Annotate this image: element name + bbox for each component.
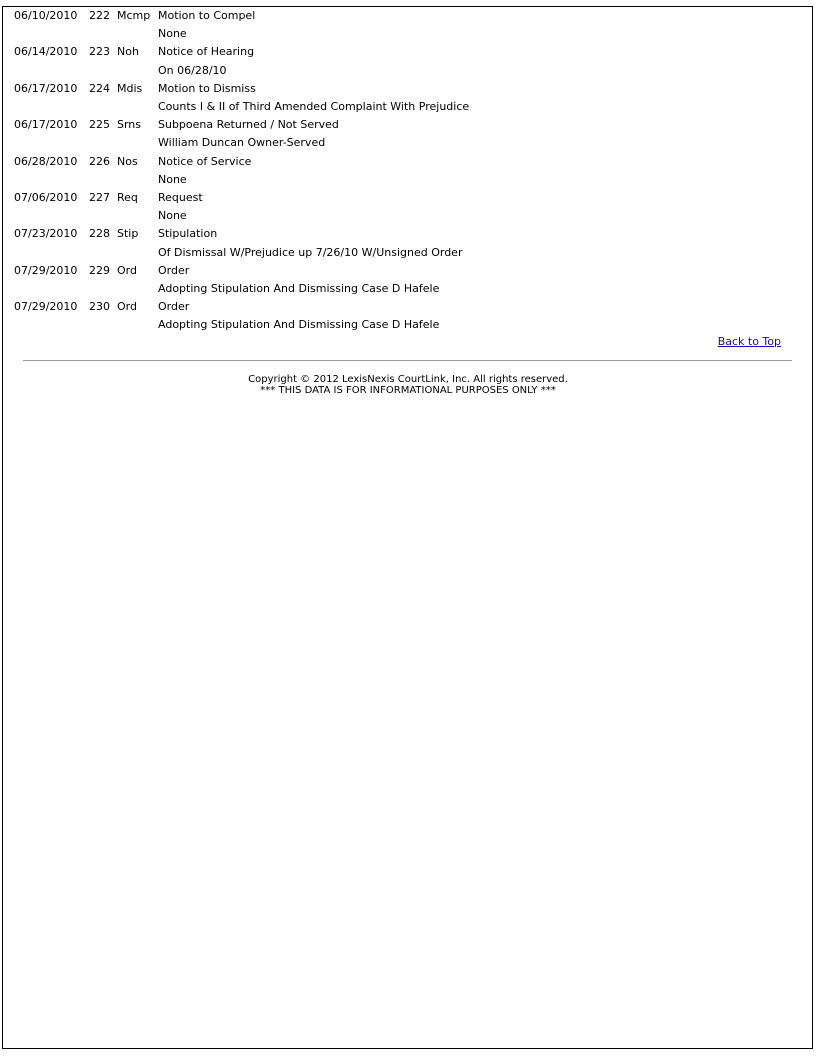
entry-number: 230	[89, 300, 110, 314]
entry-code: Srns	[117, 118, 142, 132]
entry-code: Ord	[117, 300, 137, 314]
entry-code: Ord	[117, 263, 137, 277]
entry-detail: Adopting Stipulation And Dismissing Case D Hafele	[158, 282, 440, 296]
entry-date: 07/06/2010	[14, 191, 78, 205]
entry-description: Order	[158, 263, 190, 277]
docket-entry-row	[14, 189, 469, 207]
entry-description: Notice of Hearing	[158, 45, 255, 59]
entry-number: 226	[89, 154, 110, 168]
entry-description: Stipulation	[158, 227, 218, 241]
entry-detail: None	[158, 172, 187, 186]
entry-detail: None	[158, 209, 187, 223]
docket-entry-detail-row	[14, 171, 469, 189]
entry-date: 06/17/2010	[14, 81, 78, 95]
disclaimer-text: *** THIS DATA IS FOR INFORMATIONAL PURPOSES ONLY ***	[260, 385, 556, 396]
entry-date: 07/29/2010	[14, 263, 78, 277]
entry-number: 223	[89, 45, 110, 59]
entry-number: 229	[89, 263, 110, 277]
entry-description: Order	[158, 300, 190, 314]
entry-code: Mdis	[117, 81, 143, 95]
entry-description: Request	[158, 191, 203, 205]
docket-entry-row	[14, 7, 469, 25]
back-to-top-link[interactable]: Back to Top	[717, 335, 781, 348]
entry-number: 225	[89, 118, 110, 132]
entry-detail: On 06/28/10	[158, 63, 227, 77]
docket-entry-detail-row	[14, 244, 469, 262]
entry-detail: William Duncan Owner-Served	[158, 136, 326, 150]
entry-date: 07/23/2010	[14, 227, 78, 241]
entry-number: 224	[89, 81, 110, 95]
entry-number: 222	[89, 9, 110, 22]
entry-code: Mcmp	[117, 9, 151, 22]
entry-detail: Adopting Stipulation And Dismissing Case D Hafele	[158, 318, 440, 332]
entry-number: 227	[89, 191, 110, 205]
entry-description: Motion to Compel	[158, 9, 256, 22]
footer	[0, 374, 816, 396]
entry-number: 228	[89, 227, 110, 241]
docket-entry-detail-row	[14, 134, 469, 152]
entry-code: Req	[117, 191, 138, 205]
docket-entry-detail-row	[14, 316, 469, 334]
docket-entry-detail-row	[14, 62, 469, 80]
docket-entry-row	[14, 80, 469, 98]
entry-code: Noh	[117, 45, 139, 59]
entry-detail: Counts I & II of Third Amended Complaint With Prejudice	[158, 100, 470, 114]
entry-code: Nos	[117, 154, 138, 168]
docket-entry-row	[14, 262, 469, 280]
entry-detail: Of Dismissal W/Prejudice up 7/26/10 W/Unsigned Order	[158, 245, 463, 259]
entry-date: 06/28/2010	[14, 154, 78, 168]
docket-entry-detail-row	[14, 98, 469, 116]
entry-date: 06/14/2010	[14, 45, 78, 59]
entry-description: Motion to Dismiss	[158, 81, 256, 95]
footer-divider	[23, 360, 792, 361]
entry-description: Subpoena Returned / Not Served	[158, 118, 339, 132]
docket-entry-row	[14, 43, 469, 61]
docket-entry-row	[14, 116, 469, 134]
entry-date: 06/17/2010	[14, 118, 78, 132]
docket-entry-row	[14, 153, 469, 171]
entry-date: 07/29/2010	[14, 300, 78, 314]
docket-entry-detail-row	[14, 207, 469, 225]
entry-description: Notice of Service	[158, 154, 252, 168]
docket-entries	[14, 7, 469, 335]
entry-date: 06/10/2010	[14, 9, 78, 22]
entry-detail: None	[158, 27, 187, 41]
copyright-text: Copyright © 2012 LexisNexis CourtLink, Inc. All rights reserved.	[248, 374, 568, 385]
docket-entry-detail-row	[14, 25, 469, 43]
entry-code: Stip	[117, 227, 139, 241]
docket-entry-row	[14, 225, 469, 243]
docket-entry-detail-row	[14, 280, 469, 298]
docket-entry-row	[14, 298, 469, 316]
